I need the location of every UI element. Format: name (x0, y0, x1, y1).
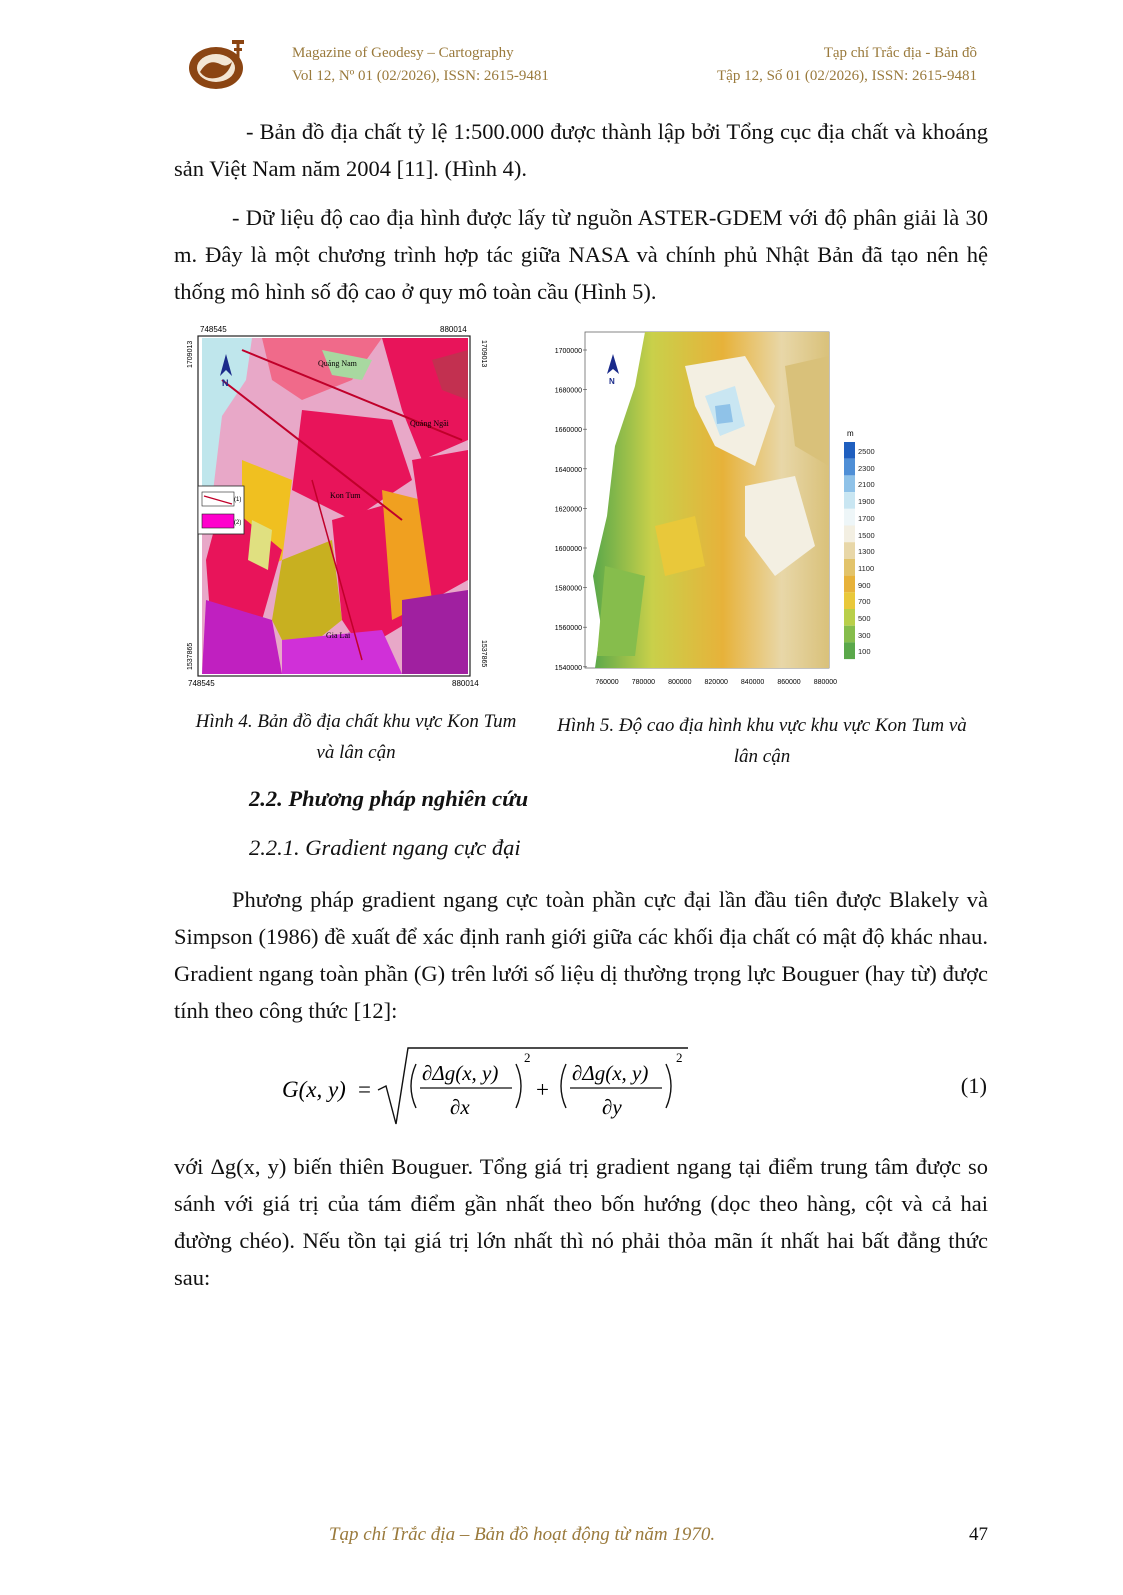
fig5-legend-labels (858, 444, 898, 661)
subsection-heading: 2.2.1. Gradient ngang cực đại (249, 835, 521, 860)
fig5-legend-value: 1300 (858, 547, 875, 557)
footer-text: Tạp chí Trắc địa – Bản đồ hoạt động từ năm 1970. (328, 1524, 716, 1545)
fig4-place-gia-lai: Gia Lai (326, 631, 351, 640)
fig5-legend-value: 100 (858, 647, 871, 657)
fig4-legend (198, 486, 244, 534)
fig5-legend-swatch (844, 542, 855, 559)
fig5-legend-value: 900 (858, 580, 871, 590)
paragraph-geology-map: - Bản đồ địa chất tỷ lệ 1:500.000 được thành lập bởi Tổng cục địa chất và khoáng sản Việt Nam năm 2004 [11]. (Hình 4). (174, 119, 988, 181)
fig5-x-tick-label: 880000 (813, 679, 838, 686)
paragraph-comparison: với Δg(x, y) biến thiên Bouguer. Tổng giá trị gradient ngang tại điểm trung tâm được so sánh với giá trị của tám điểm gần nhất theo bốn hướng (dọc theo hàng, cột và cả hai đường chéo). Nếu tồn tại giá trị lớn nhất thì nó phải thỏa mãn ít nhất hai bất đẳng thức sau: (174, 1154, 988, 1290)
fig5-x-tick-label: 860000 (777, 679, 801, 686)
page-number: 47 (969, 1524, 988, 1545)
fig5-y-tick-label: 1660000 (554, 427, 582, 435)
fig5-x-axis (595, 679, 837, 686)
fig4-place-kon-tum: Kon Tum (330, 491, 361, 500)
fig4-place-quang-ngai: Quảng Ngãi (410, 419, 449, 428)
paragraph-elevation-data: - Dữ liệu độ cao địa hình được lấy từ nguồn ASTER-GDEM với độ phân giải là 30 m. Đây là một chương trình hợp tác giữa NASA và chính phủ Nhật Bản đã tạo nên hệ thống mô hình số độ cao ở quy mô toàn cầu (Hình 5). (174, 205, 988, 304)
header-volume-vi: Tập 12, Số 01 (02/2026), ISSN: 2615-9481 (717, 68, 977, 84)
fig5-x-tick-label: 800000 (668, 679, 692, 686)
fig5-legend-value: 700 (858, 597, 871, 607)
fig5-y-tick-label: 1580000 (554, 585, 582, 593)
header-journal-info (292, 42, 549, 88)
fig5-legend-value: 1500 (858, 530, 875, 540)
fig5-y-tick-label: 1540000 (554, 664, 582, 672)
svg-text:2: 2 (676, 1050, 683, 1065)
fig5-legend-value: 1100 (858, 563, 875, 573)
journal-logo (186, 38, 256, 92)
fig5-legend-unit: m (847, 429, 854, 438)
fig5-north-label: N (609, 377, 615, 386)
fig5-legend-swatch (844, 475, 855, 492)
fig5-legend-swatch (844, 609, 855, 626)
fig5-legend-swatch (844, 626, 855, 643)
fig5-y-tick-label: 1560000 (554, 625, 582, 633)
fig4-legend-2: (2) (234, 520, 242, 526)
fig5-legend-value: 2100 (858, 480, 875, 490)
svg-text:+: + (536, 1077, 549, 1102)
fig5-y-tick-label: 1680000 (554, 387, 582, 395)
fig4-coord-right-top: 1709013 (480, 340, 487, 368)
fig5-y-tick-label: 1700000 (554, 348, 582, 355)
fig5-elevation-legend (844, 429, 855, 659)
fig5-y-tick-label: 1620000 (554, 506, 582, 514)
fig5-y-tick-label: 1640000 (554, 466, 582, 474)
fig4-place-quang-nam: Quảng Nam (318, 359, 357, 368)
fig5-x-tick-label: 780000 (631, 679, 656, 686)
header-volume-en: Vol 12, Nº 01 (02/2026), ISSN: 2615-9481 (292, 68, 549, 84)
fig4-legend-1: (1) (234, 497, 242, 503)
figure-4-geology-map (182, 320, 494, 692)
fig4-coord-bottom-left: 748545 (188, 679, 215, 688)
fig4-coord-top-left: 748545 (200, 325, 227, 334)
fig4-coord-left-bottom: 1537865 (187, 642, 194, 670)
svg-text:∂Δg(x, y): ∂Δg(x, y) (572, 1061, 649, 1085)
svg-text:∂x: ∂x (450, 1095, 470, 1119)
fig5-legend-swatch (844, 592, 855, 609)
fig5-legend-swatch (844, 576, 855, 593)
fig5-legend-swatch (844, 509, 855, 526)
equation-number: (1) (960, 1073, 987, 1098)
fig5-x-tick-label: 820000 (704, 679, 728, 686)
figure-5-elevation-map (545, 326, 855, 692)
fig5-legend-value: 2500 (858, 447, 875, 456)
svg-text:∂Δg(x, y): ∂Δg(x, y) (422, 1061, 499, 1085)
fig5-x-tick-label: 840000 (740, 679, 765, 686)
fig5-x-tick-label: 760000 (595, 679, 619, 686)
figure-5-caption: Hình 5. Độ cao địa hình khu vực khu vực Kon Tum và lân cận (557, 715, 967, 767)
header-title-vi: Tạp chí Trắc địa - Bản đồ (823, 45, 977, 61)
fig4-coord-right-bottom: 1537865 (480, 640, 487, 668)
header-title-en: Magazine of Geodesy – Cartography (292, 45, 514, 61)
fig4-coord-left-top: 1709013 (187, 340, 194, 368)
fig5-legend-value: 1700 (858, 513, 875, 523)
paragraph-method: Phương pháp gradient ngang cực toàn phần cực đại lần đầu tiên được Blakely và Simpson (1986) đề xuất để xác định ranh giới giữa các khối địa chất có mật độ khác nhau. Gradient ngang toàn phần (G) trên lưới số liệu dị thường trọng lực Bouguer (hay từ) được tính theo công thức [12]: (174, 887, 988, 1023)
svg-text:G(x, y): G(x, y) (282, 1077, 346, 1102)
svg-text:=: = (358, 1077, 371, 1102)
fig5-y-axis (555, 348, 587, 672)
fig5-legend-swatch (844, 442, 855, 459)
fig4-north-label: N (222, 378, 229, 388)
fig5-legend-swatch (844, 559, 855, 576)
equation-gradient (282, 1044, 702, 1128)
svg-text:∂y: ∂y (602, 1095, 622, 1119)
fig5-legend-value: 500 (858, 614, 871, 624)
fig5-legend-swatch (844, 526, 855, 543)
fig5-legend-swatch (844, 642, 855, 659)
fig4-coord-top-right: 880014 (440, 325, 467, 334)
fig4-coord-bottom-right: 880014 (452, 679, 479, 688)
fig5-legend-value: 2300 (858, 463, 875, 473)
fig5-y-tick-label: 1600000 (554, 546, 582, 553)
header-journal-info-vi (717, 42, 977, 88)
fig5-legend-value: 300 (858, 630, 871, 640)
svg-text:2: 2 (524, 1050, 531, 1065)
figure-4-caption: Hình 4. Bản đồ địa chất khu vực Kon Tum và lân cận (195, 711, 517, 763)
fig5-legend-swatch (844, 459, 855, 476)
fig5-legend-swatch (844, 492, 855, 509)
section-heading: 2.2. Phương pháp nghiên cứu (249, 786, 529, 811)
fig5-legend-value: 1900 (858, 497, 875, 507)
